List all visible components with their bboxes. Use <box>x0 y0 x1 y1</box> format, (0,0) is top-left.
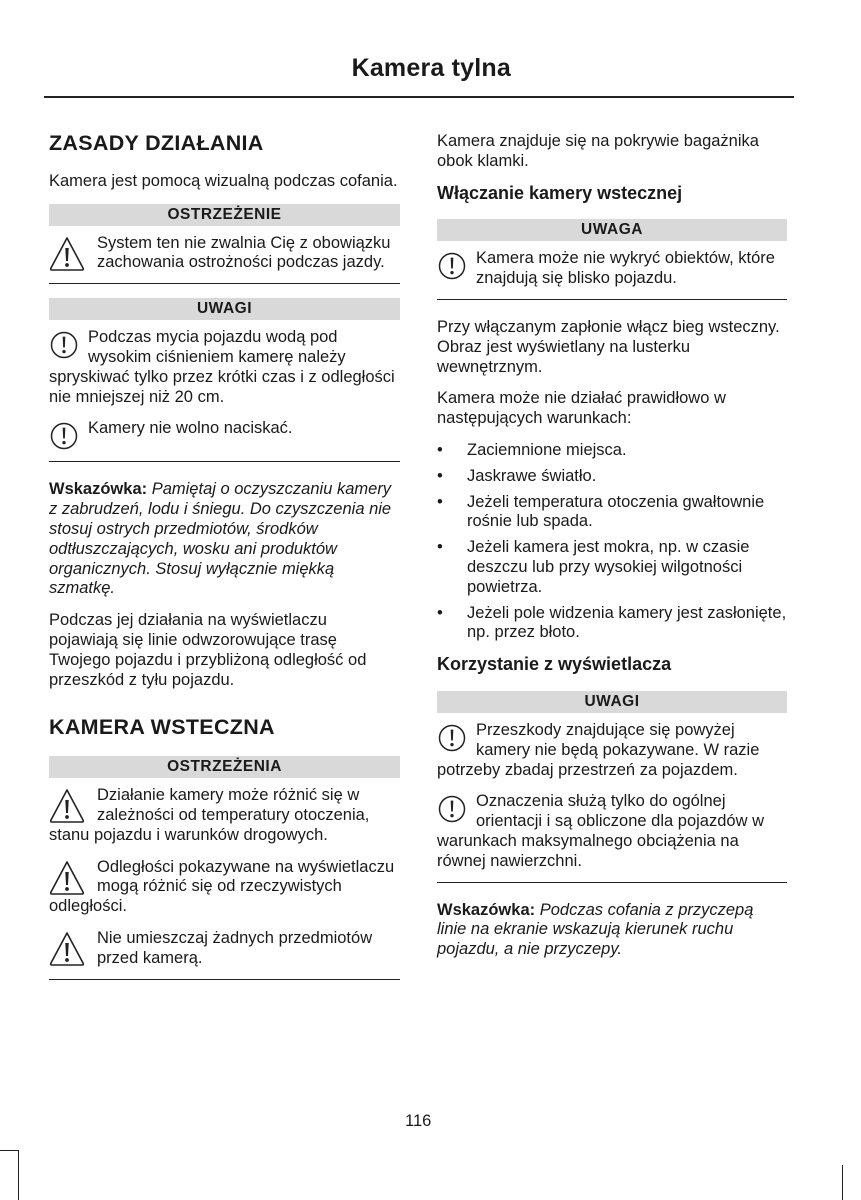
notice-exclamation-icon <box>437 723 467 753</box>
warning-box <box>49 204 400 285</box>
note-text: Podczas mycia pojazdu wodą pod wysokim ciśnieniem kamerę należy spryskiwać tylko przez krótki czas i z odległości nie mniejszej niż 20 cm. <box>49 328 395 406</box>
notice-exclamation-icon <box>49 330 79 360</box>
note-text: Oznaczenia służą tylko do ogólnej orientacji i są obliczone dla pojazdów w warunkach maksymalnego obciążenia na równej nawierzchni. <box>437 792 764 870</box>
body-paragraph: Przy włączanym zapłonie włącz bieg wsteczny. Obraz jest wyświetlany na lusterku wewnętrznym. <box>437 317 780 376</box>
warning-box-heading: OSTRZEŻENIE <box>49 204 400 226</box>
note-text: Kamery nie wolno naciskać. <box>88 419 293 438</box>
note-box-heading: UWAGA <box>437 219 787 241</box>
note-item <box>49 419 400 451</box>
section-heading-zasady: ZASADY DZIAŁANIA <box>49 131 264 155</box>
warning-triangle-icon <box>49 236 85 272</box>
notice-exclamation-icon <box>437 251 467 281</box>
list-item: • Jeżeli temperatura otoczenia gwałtownie rośnie lub spada. <box>437 492 765 531</box>
warning-text: System ten nie zwalnia Cię z obowiązku zachowania ostrożności podczas jazdy. <box>97 233 391 272</box>
right-column <box>437 132 787 972</box>
conditions-list <box>437 441 787 643</box>
notes-box-heading: UWAGI <box>437 691 787 713</box>
crop-mark <box>842 1165 843 1200</box>
hint-text: Podczas cofania z przyczepą linie na ekranie wskazują kierunek ruchu pojazdu, a nie przyczepy. <box>437 900 754 959</box>
body-paragraph: Podczas jej działania na wyświetlaczu pojawiają się linie odwzorowujące trasę Twojego pojazdu i przybliżoną odległość od przeszkód z tyłu pojazdu. <box>49 611 367 689</box>
notice-exclamation-icon <box>49 421 79 451</box>
hint-label: Wskazówka: <box>437 900 536 919</box>
note-box <box>437 219 787 300</box>
notes-box <box>49 298 400 462</box>
body-paragraph: Kamera może nie działać prawidłowo w następujących warunkach: <box>437 389 726 428</box>
warnings-box <box>49 756 400 979</box>
page-number: 116 <box>405 1112 432 1130</box>
warning-item <box>49 929 400 969</box>
note-text: Kamera może nie wykryć obiektów, które znajdują się blisko pojazdu. <box>476 249 775 288</box>
header-rule <box>44 96 794 98</box>
warning-text: Nie umieszczaj żadnych przedmiotów przed kamerą. <box>97 928 373 967</box>
warning-item <box>49 858 400 917</box>
list-item: • Jeżeli kamera jest mokra, np. w czasie deszczu lub przy wysokiej wilgotności powietrza. <box>437 538 750 596</box>
section-heading-kamera-wsteczna: KAMERA WSTECZNA <box>49 715 275 740</box>
note-text: Przeszkody znajdujące się powyżej kamery nie będą pokazywane. W razie potrzeby zbadaj przestrzeń za pojazdem. <box>437 720 760 779</box>
subheading-korzystanie: Korzystanie z wyświetlacza <box>437 654 672 675</box>
intro-paragraph: Kamera znajduje się na pokrywie bagażnika obok klamki. <box>437 132 759 170</box>
crop-mark <box>18 1150 19 1200</box>
warning-item <box>49 234 400 274</box>
crop-mark <box>0 1150 18 1151</box>
list-item: • Jaskrawe światło. <box>437 466 597 485</box>
warning-text: Odległości pokazywane na wyświetlaczu mogą różnić się od rzeczywistych odległości. <box>49 857 395 916</box>
warning-triangle-icon <box>49 788 85 824</box>
subheading-wlaczanie: Włączanie kamery wstecznej <box>437 182 683 203</box>
warnings-box-heading: OSTRZEŻENIA <box>49 756 400 778</box>
hint-paragraph <box>437 901 787 960</box>
list-item: • Jeżeli pole widzenia kamery jest zasłonięte, np. przez błoto. <box>437 603 787 642</box>
hint-label: Wskazówka: <box>49 480 148 499</box>
notes-box-heading: UWAGI <box>49 298 400 320</box>
page-title: Kamera tylna <box>351 54 511 82</box>
note-item <box>437 792 787 871</box>
note-item <box>49 328 400 407</box>
intro-paragraph: Kamera jest pomocą wizualną podczas cofania. <box>49 171 398 190</box>
note-item <box>437 721 787 780</box>
warning-item <box>49 786 400 845</box>
notice-exclamation-icon <box>437 794 467 824</box>
hint-paragraph <box>49 480 400 599</box>
warning-text: Działanie kamery może różnić się w zależności od temperatury otoczenia, stanu pojazdu i warunków drogowych. <box>49 786 370 844</box>
notes-box <box>437 691 787 883</box>
list-item: • Zaciemnione miejsca. <box>437 440 627 459</box>
warning-triangle-icon <box>49 931 85 967</box>
note-item <box>437 249 787 289</box>
left-column <box>49 128 400 994</box>
hint-text: Pamiętaj o oczyszczaniu kamery z zabrudzeń, lodu i śniegu. Do czyszczenia nie stosuj ostrych przedmiotów, środków odtłuszczających, wosku ani produktów organicznych. Stosuj wyłącznie miękką szmatkę. <box>49 480 392 598</box>
warning-triangle-icon <box>49 860 85 896</box>
